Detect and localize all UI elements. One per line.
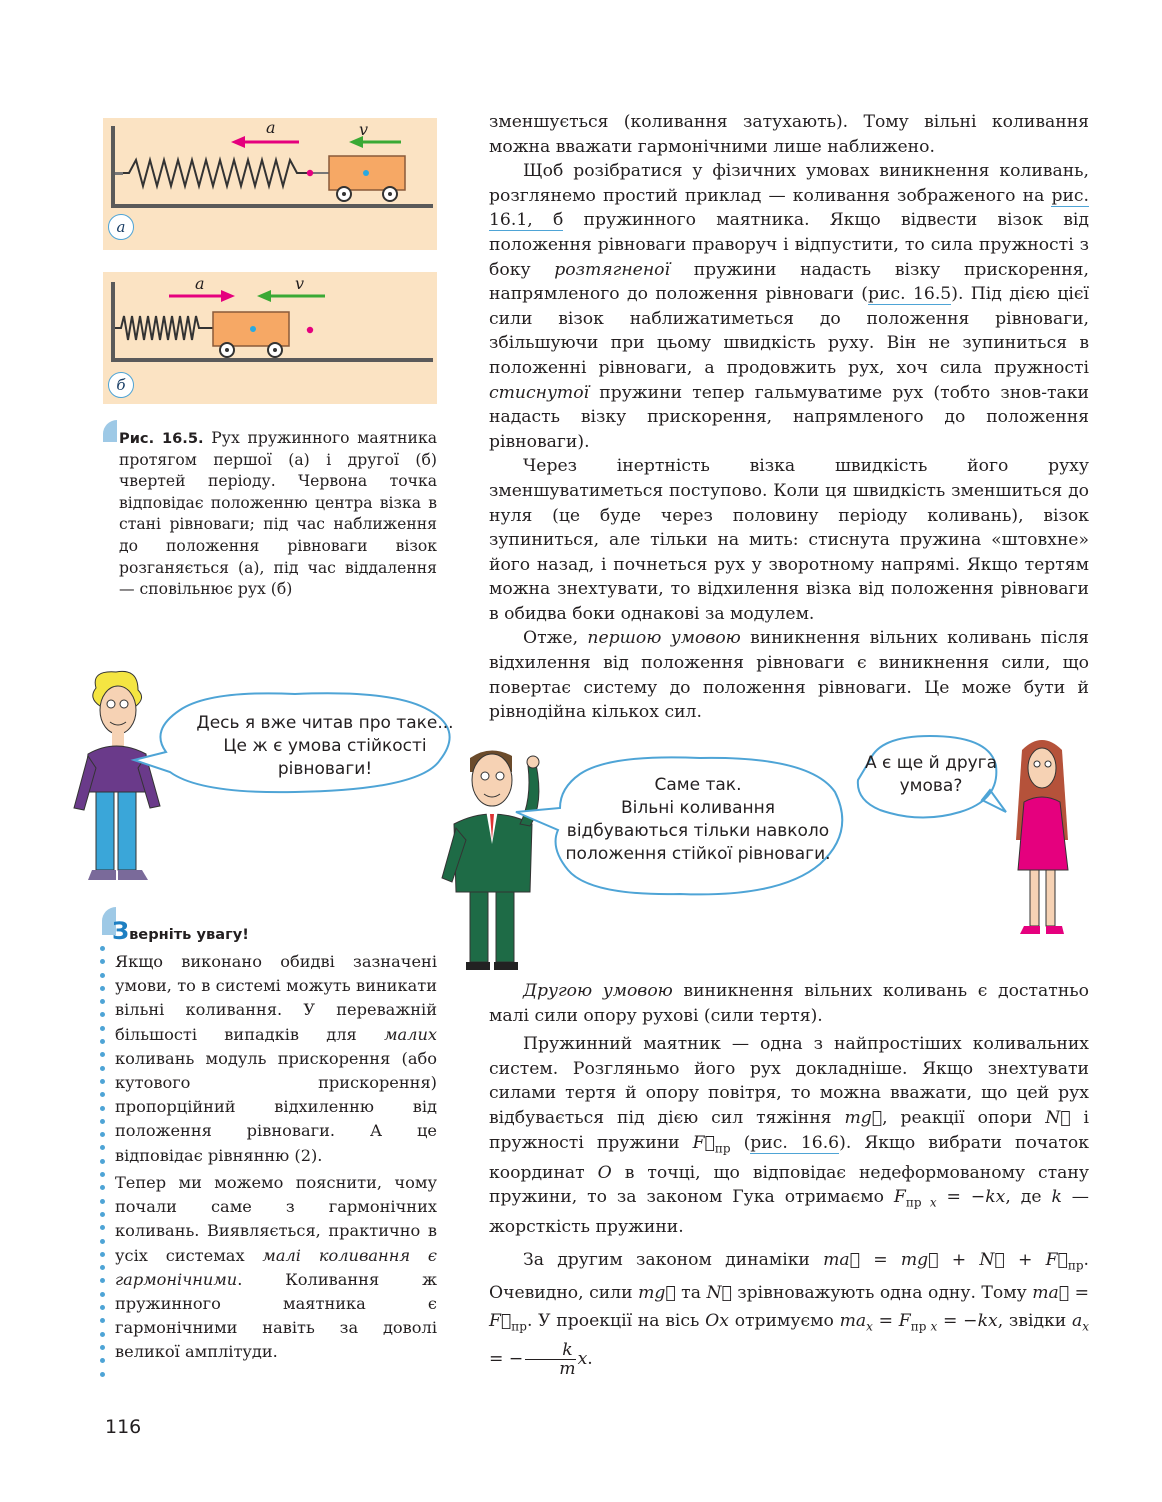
p5-text: виникнення вільних коливань є достатньо малі сили опору рухові (сили тертя).	[489, 981, 1089, 1026]
accel-label: a	[195, 274, 205, 293]
formula-F-spring: F⃗	[692, 1132, 715, 1153]
accel-label: a	[266, 118, 276, 137]
formula-x: x	[577, 1348, 588, 1369]
girl-illustration	[1002, 730, 1082, 940]
velocity-label: v	[295, 274, 305, 293]
main-paragraph-4	[489, 626, 1089, 724]
p6-text-f: , де	[1005, 1187, 1052, 1208]
p4-text-a: Отже,	[523, 628, 588, 649]
p7-text-b: . Очевидно, сили	[489, 1249, 1089, 1304]
p7-text-c: та	[675, 1283, 707, 1304]
figure-a-drawing	[103, 118, 437, 250]
p2-text-e: пружини тепер гальмуватиме рух (тобто знов-таки надасть візку прискорення, напрямленого до положення рівноваги).	[489, 382, 1089, 452]
p2-text-b: пружинного маятника. Якщо відвести візок від положення рівноваги праворуч і відпустити, то сила пружності з боку	[489, 210, 1089, 280]
attention-p2-italic: малі коливання є гармонічними	[115, 1245, 437, 1289]
main-paragraph-2	[489, 159, 1089, 454]
p7-text-a: За другим законом динаміки	[523, 1249, 824, 1270]
link-fig-16-5[interactable]: рис. 16.5	[868, 284, 952, 305]
spring-compressed	[115, 316, 213, 340]
equilibrium-dot	[307, 327, 313, 333]
p6-text-e: в точці, що відповідає недеформованому стану пружини, то за законом Гука отримаємо	[489, 1162, 1090, 1208]
girl-bubble-text	[856, 752, 1006, 798]
attention-dot-column	[100, 946, 108, 1385]
attention-paragraph-1	[115, 950, 437, 1168]
equilibrium-dot	[307, 170, 313, 176]
attention-p2-text-a: Тепер ми можемо пояснити, чому почали саме з гармонічних коливань. Виявляється, практично в усіх системах	[115, 1173, 437, 1265]
velocity-label: v	[359, 120, 369, 139]
figure-16-5-a	[103, 118, 437, 250]
attention-p1-text-c: коливань модуль прискорення (або кутового прискорення) пропорційний відхиленню від положення рівноваги. А це відповідає рівнянню (2).	[115, 1048, 437, 1165]
teacher-bubble-text	[548, 774, 848, 866]
formula-axis: Ox	[705, 1311, 729, 1332]
link-fig-16-6[interactable]: рис. 16.6	[750, 1132, 840, 1153]
attention-p1-text-a: Якщо виконано обидві зазначені умови, то в системі можуть виникати вільні коливання. У переважній більшості випадків для	[115, 952, 437, 1044]
p6-text-a: Пружинний маятник — одна з найпростіших коливальних систем. Розгляньмо його рух докладніше. Якщо знехтувати силами тертя й опору повітря, то можна вважати, що цей рух відбувається під дією сил тяжіння	[489, 1034, 1089, 1128]
figure-label-a: а	[108, 214, 134, 240]
p2-text-c: пружини надасть візку прискорення, напрямленого до положення рівноваги (	[489, 259, 1089, 305]
p7-text-d: зрівноважують одна одну. Тому	[731, 1283, 1033, 1304]
formula-mg: mg⃗	[844, 1107, 883, 1128]
figure-16-5-b	[103, 272, 437, 404]
p6-text-b: , реакції опори	[882, 1107, 1046, 1128]
attention-title-initial: З	[112, 917, 130, 945]
main-column-top	[489, 110, 1089, 725]
p6-text-g: — жорсткість пружини.	[489, 1187, 1089, 1238]
main-paragraph-3: Через інертність візка швидкість його руху зменшуватиметься поступово. Коли ця швидкість зменшиться до нуля (це буде через половину періоду коливань), візок зупиниться, але тільки на мить: стиснута пружина «штовхне» його назад, і почнеться рух у зворотному напрямі. Якщо тертям можна знехтувати, то відхилення візка від положення рівноваги в обидва боки однакові за модулем.	[489, 456, 1089, 624]
teacher-bubble-line-2: Вільні коливання	[621, 798, 775, 818]
p7-text-e: . У проекції на вісь	[526, 1311, 706, 1332]
boy-bubble-line-3: рівноваги!	[277, 759, 373, 779]
formula-hooke: $F_{пр x} = -kx$	[893, 1187, 1006, 1210]
spring-stretched	[123, 160, 308, 186]
caption-label: Рис. 16.5.	[119, 430, 204, 447]
formula-N: N⃗	[1045, 1107, 1071, 1128]
main-column-bottom	[489, 979, 1089, 1378]
formula-fraction: $\frac{k}{m}$	[525, 1341, 575, 1378]
p2-italic-1: розтягненої	[554, 259, 670, 280]
formula-ma-eq-F: ma⃗ = $F⃗_{пр}$	[489, 1283, 1089, 1334]
p2-italic-2: стиснутої	[489, 382, 590, 403]
main-paragraph-1: зменшується (коливання затухають). Тому вільні коливання можна вважати гармонічними лише наближено.	[489, 112, 1089, 157]
p7-text-g: , звідки	[997, 1311, 1072, 1332]
caption-text: Рух пружинного маятника протягом першої (а) і другої (б) чвертей періоду. Червона точка відповідає положенню центра візка в стані рівноваги; під час наближення до положення рівноваги візок розганяється (а), під час віддалення — сповільнює рух (б)	[119, 429, 437, 599]
attention-paragraph-2	[115, 1171, 437, 1365]
figure-label-b: б	[108, 372, 134, 398]
boy-bubble-line-1: Десь я вже читав про таке...	[196, 713, 454, 733]
girl-bubble-line-2: умова?	[899, 776, 963, 796]
main-paragraph-6: Пружинний маятник — одна з найпростіших коливальних систем. Розгляньмо його рух докладніше. Якщо знехтувати силами тертя й опору повітря, то можна вважати, що цей рух відбувається під дією сил тяжіння mg⃗, реакції опори N⃗ і пружності пружини $F⃗_{пр}$ (рис. 16.6). Якщо вибрати початок координат O в точці, що відповідає недеформованому стану пружини, то за законом Гука отримаємо $F_{пр x} = -kx$, де k — жорсткість пружини.	[489, 1034, 1090, 1238]
p4-italic: першою умовою	[587, 628, 741, 649]
formula-N-2: N⃗	[706, 1283, 732, 1304]
formula-newton2: ma⃗ = mg⃗ + N⃗ + $F⃗_{пр}$	[823, 1249, 1084, 1273]
teacher-bubble-line-3: відбуваються тільки навколо	[566, 821, 830, 841]
attention-p2-text-c: . Коливання ж пружинного маятника є гармонічними навіть за доволі великої амплітуди.	[115, 1269, 437, 1362]
caption-marker	[103, 420, 117, 442]
p4-text-b: виникнення вільних коливань після відхилення від положення рівноваги є виникнення сили, що повертає систему до положення рівноваги. Це може бути й рівнодійна кількох сил.	[489, 628, 1089, 723]
page-number: 116	[105, 1416, 142, 1438]
figure-caption	[119, 428, 437, 601]
attention-p1-italic: малих	[384, 1024, 437, 1044]
girl-bubble-line-1: А є ще й друга	[864, 753, 998, 773]
figure-b-drawing	[103, 272, 437, 404]
boy-bubble-line-2: Це ж є умова стійкості	[223, 736, 427, 756]
formula-origin: O	[597, 1162, 612, 1183]
formula-ax: $a_x$ = −	[489, 1311, 1089, 1369]
attention-title	[112, 917, 249, 945]
p6-text-c: і пружності пружини	[489, 1107, 1089, 1153]
formula-k: k	[1051, 1187, 1062, 1208]
p7-text-f: отримуємо	[728, 1311, 840, 1332]
teacher-bubble-line-4: положення стійкої рівноваги.	[565, 844, 831, 864]
p6-text-d: ). Якщо вибрати початок координат	[489, 1132, 1090, 1183]
boy-bubble-text	[180, 712, 470, 781]
teacher-bubble-line-1: Саме так.	[654, 775, 742, 795]
link-fig-16-1b[interactable]: рис. 16.1, б	[489, 185, 1089, 231]
p2-text-a: Щоб розібратися у фізичних умовах виникнення коливань, розглянемо простий приклад — коливання зображеного на	[489, 161, 1089, 206]
attention-title-rest: верніть увагу!	[129, 926, 249, 943]
p5-italic: Другою умовою	[523, 981, 673, 1001]
p2-text-d: ). Під дією цієї сили візок наближатиметься до положення рівноваги, збільшуючи при цьому швидкість руху. Він не зупиниться в положенні рівноваги, а продовжить рух, хоч сила пружності	[489, 284, 1089, 378]
formula-mg-2: mg⃗	[638, 1283, 676, 1304]
formula-projection: $ma_x = F_{пр x} = -kx$	[839, 1311, 998, 1334]
main-paragraph-5	[489, 979, 1089, 1028]
main-paragraph-7: За другим законом динаміки ma⃗ = mg⃗ + N⃗ + $F⃗_{пр}$. Очевидно, сили mg⃗ та N⃗ зрівноважують одна одну. Тому ma⃗ = $F⃗_{пр}$. У проекції на вісь Ox отримуємо $ma_x = F_{пр x} = -kx$, звідки $a_x$ = − $\frac{k}{m}$ x.	[489, 1249, 1089, 1379]
